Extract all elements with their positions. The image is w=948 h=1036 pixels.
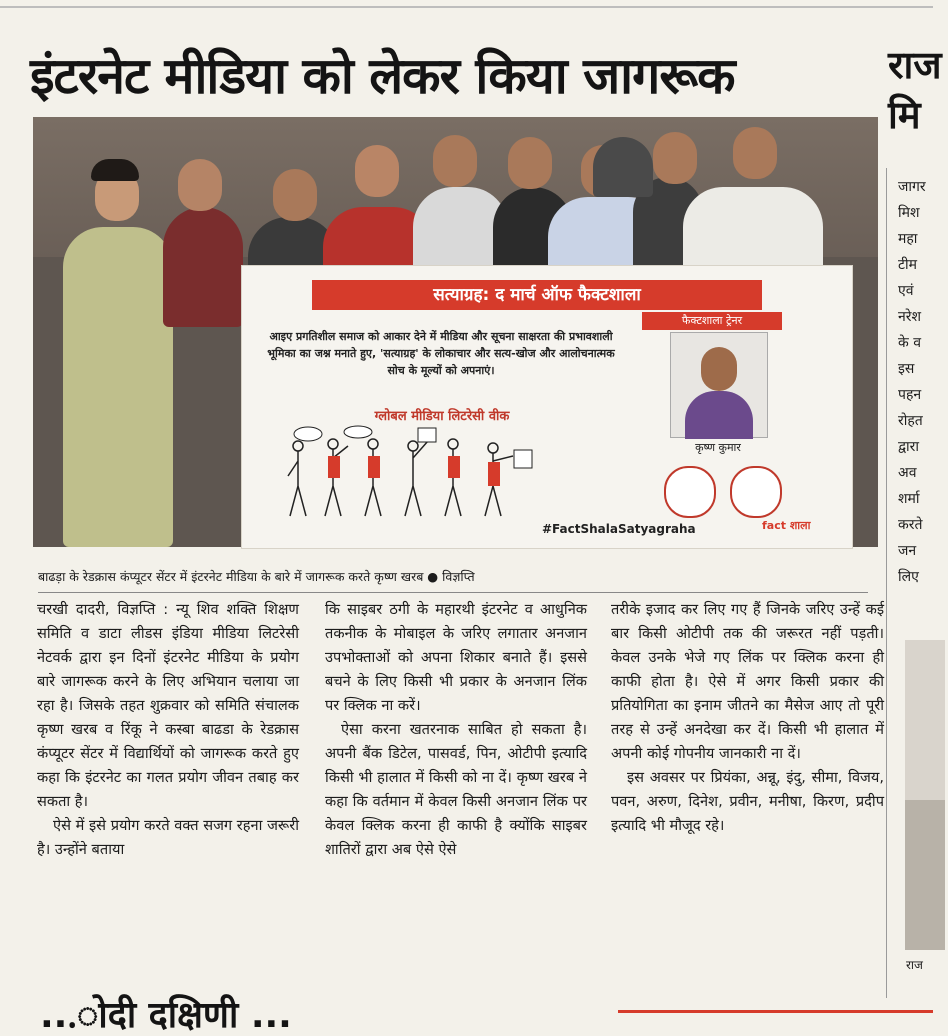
headline: इंटरनेट मीडिया को लेकर किया जागरूक (30, 47, 735, 105)
adjacent-line: टीम (898, 257, 918, 273)
adjacent-line: नरेश (898, 309, 922, 325)
person (163, 207, 243, 327)
partner-logo (664, 466, 716, 518)
paragraph: चरखी दादरी, विज्ञप्ति : न्यू शिव शक्ति शिक्षण समिति व डाटा लीडस इंडिया मीडिया लिटरेसी नेटवर्क द्वारा इन दिनों इंटरनेट मीडिया के प्रयोग बारे जागरूक करने के लिए अभियान चलाया जा रहा है। जिसके तहत शुक्रवार को समिति संचालक कृष्ण खरब व रिंकू ने कस्बा बाढडा के रेडक्रास कंप्यूटर सेंटर में विद्यार्थियों को जागरूक करते हुए कहा कि इंटरनेट का गलत प्रयोग जीवन तबाह कर सकता है। (37, 601, 299, 810)
portrait-label: फैक्टशाला ट्रेनर (642, 312, 782, 330)
paragraph: कि साइबर ठगी के महारथी इंटरनेट व आधुनिक तकनीक के मोबाइल के जरिए लगातार अनजान उपभोक्ताओं को अपना शिकार बनाते हैं। इससे बचने के लिए किसी भी प्रकार के अनजान लिंक पर क्लिक ना करें। (325, 601, 587, 714)
person-head (355, 145, 399, 197)
banner-title: सत्याग्रह: द मार्च ऑफ फैक्टशाला (312, 280, 762, 310)
adjacent-line: इस (898, 361, 915, 377)
adjacent-line: करते (898, 517, 923, 533)
adjacent-caption: राज (906, 958, 923, 972)
person-head (733, 127, 777, 179)
banner-hashtag: #FactShalaSatyagraha (542, 522, 696, 536)
adjacent-line: द्वारा (898, 439, 920, 455)
adjacent-line: मिश (898, 205, 920, 221)
adjacent-headline-line-2: मि (888, 93, 921, 137)
adjacent-line: महा (898, 231, 918, 247)
paragraph: ऐसे में इसे प्रयोग करते वक्त सजग रहना जरूरी है। उन्होंने बताया (37, 817, 299, 858)
news-photo (33, 117, 878, 547)
brand-logo: fact शाला (762, 519, 811, 532)
adjacent-line: रोहत (898, 413, 923, 429)
top-rule (0, 6, 933, 8)
person-hair (91, 159, 139, 181)
person (683, 187, 823, 277)
adjacent-line: लिए (898, 569, 919, 585)
banner-subtitle: ग्लोबल मीडिया लिटरेसी वीक (374, 409, 510, 424)
photo-caption: बाढड़ा के रेडक्रास कंप्यूटर सेंटर में इंटरनेट मीडिया के बारे में जागरूक करते कृष्ण खरब ● विज्ञप्ति (38, 562, 868, 593)
adjacent-photo-detail (905, 800, 945, 950)
adjacent-line: पहन (898, 387, 922, 403)
paragraph: ऐसा करना खतरनाक साबित हो सकता है। अपनी बैंक डिटेल, पासवर्ड, पिन, ओटीपी इत्यादि किसी भी हालात में किसी को ना दें। कृष्ण खरब ने कहा कि वर्तमान में केवल किसी अनजान लिंक पर केवल क्लिक करना ही काफी है क्योंकि साइबर शातिरों द्वारा अब ऐसे ऐसे (325, 721, 587, 858)
portrait-face (701, 347, 737, 391)
banner-text: आइए प्रगतिशील समाज को आकार देने में मीडिया और सूचना साक्षरता की प्रभावशाली भूमिका का जश्न मनाते हुए, 'सत्याग्रह' के लोकाचार और सत्य-खोज और आलोचनात्मक सोच के मूल्यों को अपनाएं। (267, 330, 615, 377)
article-column-3 (611, 598, 884, 838)
trainer-portrait (670, 332, 768, 438)
article-column-2 (325, 598, 587, 862)
awareness-banner (241, 265, 853, 549)
adjacent-line: के व (898, 335, 921, 351)
person-head (653, 132, 697, 184)
adjacent-line: जागर (898, 179, 926, 195)
adjacent-headline-fragment (888, 40, 948, 140)
adjacent-line: शर्मा (898, 491, 920, 507)
person-head (508, 137, 552, 189)
person-head (433, 135, 477, 187)
paragraph: इस अवसर पर प्रियंका, अन्नू, इंदु, सीमा, विजय, पवन, अरुण, दिनेश, प्रवीन, मनीषा, किरण, प्रदीप इत्यादि भी मौजूद रहे। (611, 769, 884, 834)
red-rule (618, 1010, 933, 1013)
marchers-illustration (278, 426, 538, 536)
adjacent-article-fragment (898, 174, 938, 590)
adjacent-line: अव (898, 465, 917, 481)
adjacent-headline-line-1: राज (888, 43, 942, 87)
adjacent-line: एवं (898, 283, 914, 299)
person (593, 137, 653, 197)
portrait-body (685, 391, 753, 439)
paragraph: तरीके इजाद कर लिए गए हैं जिनके जरिए उन्हें कई बार किसी ओटीपी तक की जरूरत नहीं पड़ती। केवल उनके भेजे गए लिंक पर क्लिक करना ही काफी होता है। ऐसे में अगर किसी प्रकार की प्रतियोगिता का इनाम जीतने का मैसेज आए तो पूरी तरह से उन्हें अनदेखा कर दें। किसी भी हालात में अपनी कोई गोपनीय जानकारी ना दें। (611, 601, 884, 762)
adjacent-line: जन (898, 543, 917, 559)
column-divider (886, 168, 887, 998)
portrait-name: कृष्ण कुमार (695, 441, 741, 454)
next-headline-fragment: ...ोदी दक्षिणी ... (40, 995, 292, 1036)
person (63, 227, 173, 547)
person-head (178, 159, 222, 211)
article-column-1 (37, 598, 299, 862)
person-head (273, 169, 317, 221)
partner-logo (730, 466, 782, 518)
